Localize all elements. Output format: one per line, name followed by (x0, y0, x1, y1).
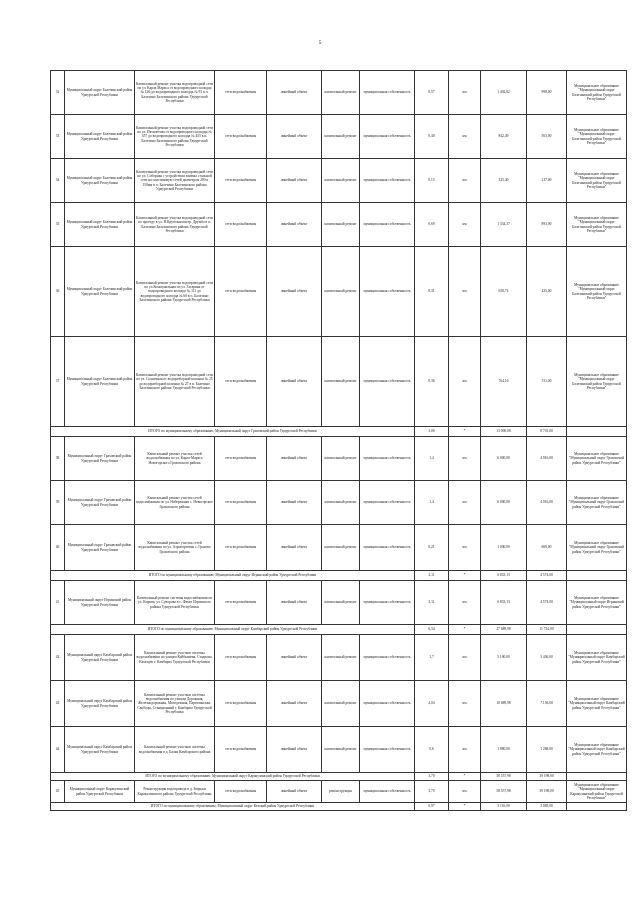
funding-cell: 4 016,00 (527, 437, 567, 481)
row-number: 35 (51, 203, 65, 247)
table-row (51, 581, 627, 625)
table-row (51, 71, 627, 115)
total-label: ИТОГО по муниципальному образованию: Муниципальный округ Каракулинский район Удмуртской Республики (51, 773, 415, 781)
ownership-cell: муниципальная собственность (360, 337, 415, 427)
total-unit: * (449, 625, 481, 635)
length-cell: 0,15 (415, 159, 449, 203)
row-number: 45 (51, 781, 65, 803)
network-type-cell: сети водоснабжения (215, 337, 267, 427)
total-cost: 13 000,00 (481, 427, 527, 437)
unit-cell: км (449, 337, 481, 427)
unit-cell: км (449, 481, 481, 525)
unit-cell: км (449, 159, 481, 203)
object-type-cell: линейный объект (267, 203, 322, 247)
table-row (51, 437, 627, 481)
owner-cell: Муниципальное образование "Муниципальный округ Граховский район Удмуртской Республики" (567, 481, 627, 525)
ownership-cell: муниципальная собственность (360, 203, 415, 247)
table-row (51, 525, 627, 571)
total-length: 6,34 (415, 625, 449, 635)
table-row (51, 159, 627, 203)
funding-cell: 893,00 (527, 203, 567, 247)
municipality-cell: Муниципальный округ Камбарский район Удмуртской Республики (65, 635, 135, 681)
network-type-cell: сети водоснабжения (215, 481, 267, 525)
description-cell: Капитальный ремонт участков системы водоснабжения в д. Балаи Камбарского района (135, 727, 215, 773)
object-type-cell: линейный объект (267, 681, 322, 727)
cost-cell: 10 689,98 (481, 681, 527, 727)
cost-cell: 58 557,98 (481, 781, 527, 803)
work-type-cell: капитальный ремонт (322, 203, 360, 247)
network-type-cell: сети водоснабжения (215, 727, 267, 773)
total-cost: 27 689,98 (481, 625, 527, 635)
table-row (51, 115, 627, 159)
work-type-cell: капитальный ремонт (322, 727, 360, 773)
network-type-cell: сети водоснабжения (215, 635, 267, 681)
network-type-cell: сети водоснабжения (215, 71, 267, 115)
work-type-cell: капитальный ремонт (322, 159, 360, 203)
object-type-cell: линейный объект (267, 71, 322, 115)
ownership-cell: муниципальная собственность (360, 727, 415, 773)
table-row (51, 781, 627, 803)
object-type-cell: линейный объект (267, 525, 322, 571)
owner-cell: Муниципальное образование "Муниципальный округ Граховский район Удмуртской Республики" (567, 437, 627, 481)
length-cell: 4,04 (415, 681, 449, 727)
page-number: 5 (318, 40, 322, 46)
work-type-cell: капитальный ремонт (322, 581, 360, 625)
total-length: 3,70 (415, 773, 449, 781)
description-cell: Капитальный ремонт участка сетей водоснабжения по ул. Карла-Маркса Новогорского Граховского района (135, 437, 215, 481)
length-cell: 1,4 (415, 437, 449, 481)
unit-cell: км (449, 71, 481, 115)
owner-cell: Муниципальное образование "Муниципальный округ Камбарский район Удмуртской Республики" (567, 635, 627, 681)
ownership-cell: муниципальная собственность (360, 581, 415, 625)
total-cost: 58 557,98 (481, 773, 527, 781)
length-cell: 0,69 (415, 203, 449, 247)
owner-cell: Муниципальное образование "Муниципальный округ Балезинский район Удмуртской Республики" (567, 203, 627, 247)
work-type-cell: капитальный ремонт (322, 115, 360, 159)
length-cell: 0,31 (415, 247, 449, 337)
row-number: 40 (51, 525, 65, 571)
total-label: ИТОГО по муниципальному образованию: Муниципальный округ Камбарский район Удмуртской Республики (51, 625, 415, 635)
unit-cell: км (449, 437, 481, 481)
length-cell: 0,57 (415, 71, 449, 115)
total-funding: 2 085,00 (527, 803, 567, 811)
row-number: 34 (51, 159, 65, 203)
work-type-cell: капитальный ремонт (322, 71, 360, 115)
work-type-cell: капитальный ремонт (322, 635, 360, 681)
funding-cell: 4 574,00 (527, 581, 567, 625)
ownership-cell: муниципальная собственность (360, 635, 415, 681)
owner-cell: Муниципальное образование "Муниципальный округ Камбарский район Удмуртской Республики" (567, 681, 627, 727)
network-type-cell: сети водоснабжения (215, 247, 267, 337)
description-cell: Капитальный ремонт участка водопроводной сети по ул. Пятилетова от водопроводного колодца № 457 до водопроводного колодца № 455 в п. Балезино Балезинского района Удмуртской Республики (135, 115, 215, 159)
table-row (51, 681, 627, 727)
cost-cell: 1 000,00 (481, 525, 527, 571)
total-funding: 8 701,00 (527, 427, 567, 437)
funding-cell: 7 156,00 (527, 681, 567, 727)
description-cell: Капитальный ремонт участка водопроводной сети по ул. Солнечная от водоразборной колонки № 25 до водоразборной колонки № 27 в п. Балезино Балезинского района Удмуртской Республики (135, 337, 215, 427)
work-type-cell: капитальный ремонт (322, 481, 360, 525)
funding-cell: 998,00 (527, 71, 567, 115)
municipality-cell: Муниципальный округ Балезинский район Удмуртской Республики (65, 71, 135, 115)
cost-cell: 1 334,37 (481, 203, 527, 247)
empty-cell (567, 773, 627, 781)
municipality-cell: Муниципальный округ Камбарский район Удмуртской Республики (65, 681, 135, 727)
total-row (51, 803, 627, 811)
row-number: 44 (51, 727, 65, 773)
unit-cell: км (449, 681, 481, 727)
total-row (51, 427, 627, 437)
unit-cell: км (449, 727, 481, 773)
network-type-cell: сети водоснабжения (215, 203, 267, 247)
length-cell: 1,4 (415, 481, 449, 525)
municipality-cell: Муниципальный округ Балезинский район Удмуртской Республики (65, 247, 135, 337)
row-number: 37 (51, 337, 65, 427)
ownership-cell: муниципальная собственность (360, 781, 415, 803)
object-type-cell: линейный объект (267, 481, 322, 525)
owner-cell: Муниципальное образование "Муниципальный округ Каракулинский район Удмуртской Республики" (567, 781, 627, 803)
municipality-cell: Муниципальный округ Балезинский район Удмуртской Республики (65, 337, 135, 427)
description-cell: Капитальный ремонт участка водопроводной сети по ул. Карла Маркса от водопроводного колодца № 126 до водопроводного колодца № 93 в п. Балезино Балезинского района Удмуртской Республики (135, 71, 215, 115)
cost-cell: 842,49 (481, 115, 527, 159)
total-unit: * (449, 427, 481, 437)
table-row (51, 635, 627, 681)
unit-cell: км (449, 525, 481, 571)
unit-cell: км (449, 115, 481, 159)
empty-cell (567, 427, 627, 437)
row-number: 32 (51, 71, 65, 115)
investment-table (50, 70, 627, 811)
object-type-cell: линейный объект (267, 635, 322, 681)
unit-cell: км (449, 247, 481, 337)
owner-cell: Муниципальное образование "Муниципальный округ Балезинский район Удмуртской Республики" (567, 247, 627, 337)
municipality-cell: Муниципальный округ Балезинский район Удмуртской Республики (65, 203, 135, 247)
total-label: ИТОГО по муниципальному образованию: Муниципальный округ Игринский район Удмуртской Республики (51, 571, 415, 581)
cost-cell: 6 000,00 (481, 481, 527, 525)
length-cell: 1,7 (415, 635, 449, 681)
table-row (51, 337, 627, 427)
table-row (51, 247, 627, 337)
row-number: 38 (51, 437, 65, 481)
owner-cell: Муниципальное образование "Муниципальный округ Балезинский район Удмуртской Республики" (567, 337, 627, 427)
object-type-cell: линейный объект (267, 247, 322, 337)
total-funding: 39 198,00 (527, 773, 567, 781)
table-row (51, 727, 627, 773)
description-cell: Капитальный ремонт участка водопроводной сети по ул. Соборная с устройством замены стальной сети на пластиковую сетей диаметром 200 и 150мм в п. Балезино Балезинского района Удмуртской Республики (135, 159, 215, 203)
length-cell: 0,21 (415, 525, 449, 571)
network-type-cell: сети водоснабжения (215, 525, 267, 571)
object-type-cell: линейный объект (267, 115, 322, 159)
ownership-cell: муниципальная собственность (360, 115, 415, 159)
work-type-cell: капитальный ремонт (322, 437, 360, 481)
municipality-cell: Муниципальный округ Балезинский район Удмуртской Республики (65, 115, 135, 159)
ownership-cell: муниципальная собственность (360, 437, 415, 481)
network-type-cell: сети водоснабжения (215, 781, 267, 803)
municipality-cell: Муниципальный округ Граховский район Удмуртской Республики (65, 525, 135, 571)
municipality-cell: Муниципальный округ Граховский район Удмуртской Республики (65, 437, 135, 481)
description-cell: Реконструкция водопровода в д. Зверьки Каракулинского района Удмуртской Республики (135, 781, 215, 803)
cost-cell: 1 880,00 (481, 727, 527, 773)
municipality-cell: Муниципальный округ Граховский район Удмуртской Республики (65, 481, 135, 525)
cost-cell: 5 100,00 (481, 635, 527, 681)
total-length: 0,97 (415, 803, 449, 811)
cost-cell: 650,74 (481, 247, 527, 337)
work-type-cell: реконструкция (322, 781, 360, 803)
total-funding: 11 734,00 (527, 625, 567, 635)
funding-cell: 669,00 (527, 525, 567, 571)
object-type-cell: линейный объект (267, 781, 322, 803)
ownership-cell: муниципальная собственность (360, 525, 415, 571)
funding-cell: 435,00 (527, 247, 567, 337)
description-cell: Капитальный ремонт участка сетей водоснабжения по ул. Набережная с. Новогорское Граховского района (135, 481, 215, 525)
network-type-cell: сети водоснабжения (215, 581, 267, 625)
description-cell: Капитальный ремонт участков системы водоснабжения по улицам Куйбышева, Стадиона, Камскую г. Камбарка Удмуртской Республики (135, 635, 215, 681)
row-number: 36 (51, 247, 65, 337)
description-cell: Капитальный ремонт участка водопроводной сети по ул.Коммунальная по ул. Гагарина от водопроводного колодца № 111 до водопроводного колодца № 60 в п. Балезино Балезинского района Удмуртской Республики (135, 247, 215, 337)
total-unit: * (449, 773, 481, 781)
work-type-cell: капитальный ремонт (322, 337, 360, 427)
description-cell: Капитальный ремонт системы водоснабжения по ул. Кирова, ул. Суворова в с. Факел Игринского района Удмуртской Республики (135, 581, 215, 625)
owner-cell: Муниципальное образование "Муниципальный округ Балезинский район Удмуртской Республики" (567, 115, 627, 159)
owner-cell: Муниципальное образование "Муниципальный округ Игринский район Удмуртской Республики" (567, 581, 627, 625)
length-cell: 3,70 (415, 781, 449, 803)
empty-cell (567, 803, 627, 811)
table-row (51, 481, 627, 525)
owner-cell: Муниципальное образование "Муниципальный округ Камбарский район Удмуртской Республики" (567, 727, 627, 773)
ownership-cell: муниципальная собственность (360, 481, 415, 525)
unit-cell: км (449, 635, 481, 681)
object-type-cell: линейный объект (267, 159, 322, 203)
cost-cell: 764,16 (481, 337, 527, 427)
funding-cell: 511,00 (527, 337, 567, 427)
total-unit: * (449, 803, 481, 811)
funding-cell: 217,00 (527, 159, 567, 203)
cost-cell: 6 833,13 (481, 581, 527, 625)
row-number: 39 (51, 481, 65, 525)
owner-cell: Муниципальное образование "Муниципальный округ Балезинский район Удмуртской Республики" (567, 71, 627, 115)
funding-cell: 1 268,00 (527, 727, 567, 773)
object-type-cell: линейный объект (267, 581, 322, 625)
municipality-cell: Муниципальный округ Камбарский район Удмуртской Республики (65, 727, 135, 773)
total-row (51, 571, 627, 581)
row-number: 43 (51, 681, 65, 727)
municipality-cell: Муниципальный округ Балезинский район Удмуртской Республики (65, 159, 135, 203)
total-length: 3,00 (415, 427, 449, 437)
cost-cell: 1 492,82 (481, 71, 527, 115)
row-number: 41 (51, 581, 65, 625)
total-label: ИТОГО по муниципальному образованию: Муниципальный округ Граховский район Удмуртской Республики (51, 427, 415, 437)
total-row (51, 773, 627, 781)
object-type-cell: линейный объект (267, 337, 322, 427)
object-type-cell: линейный объект (267, 727, 322, 773)
ownership-cell: муниципальная собственность (360, 71, 415, 115)
empty-cell (567, 571, 627, 581)
ownership-cell: муниципальная собственность (360, 681, 415, 727)
ownership-cell: муниципальная собственность (360, 247, 415, 337)
length-cell: 0,36 (415, 337, 449, 427)
total-cost: 3 116,00 (481, 803, 527, 811)
network-type-cell: сети водоснабжения (215, 437, 267, 481)
municipality-cell: Муниципальный округ Игринский район Удмуртской Республики (65, 581, 135, 625)
municipality-cell: Муниципальный округ Каракулинский район Удмуртской Республики (65, 781, 135, 803)
unit-cell: км (449, 781, 481, 803)
total-unit: * (449, 571, 481, 581)
owner-cell: Муниципальное образование "Муниципальный округ Граховский район Удмуртской Республики" (567, 525, 627, 571)
description-cell: Капитальный ремонт участка водопроводной сети по проезду в ул. Н.Крупская пятер. Дружба в п. Балезино Балезинского района Удмуртской Республики (135, 203, 215, 247)
ownership-cell: муниципальная собственность (360, 159, 415, 203)
network-type-cell: сети водоснабжения (215, 159, 267, 203)
empty-cell (567, 625, 627, 635)
funding-cell: 563,00 (527, 115, 567, 159)
description-cell: Капитальный ремонт участков системы водоснабжения по улицам Дорожная, Железнодорожная, Молодежная, Партизанская, Свободы, Станционный г. Камбарка Удмуртской Республики (135, 681, 215, 727)
total-row (51, 625, 627, 635)
network-type-cell: сети водоснабжения (215, 681, 267, 727)
network-type-cell: сети водоснабжения (215, 115, 267, 159)
total-label: ИТОГО по муниципальному образованию: Муниципальный округ Кезский район Удмуртской Республики (51, 803, 415, 811)
unit-cell: км (449, 203, 481, 247)
funding-cell: 4 016,00 (527, 481, 567, 525)
funding-cell: 3 436,00 (527, 635, 567, 681)
length-cell: 2,11 (415, 581, 449, 625)
cost-cell: 6 000,00 (481, 437, 527, 481)
cost-cell: 325,40 (481, 159, 527, 203)
description-cell: Капитальный ремонт участка сетей водоснабжения по ул. Аэропортовая с. Грахово Граховского района (135, 525, 215, 571)
object-type-cell: линейный объект (267, 437, 322, 481)
work-type-cell: капитальный ремонт (322, 247, 360, 337)
row-number: 33 (51, 115, 65, 159)
row-number: 42 (51, 635, 65, 681)
funding-cell: 39 198,00 (527, 781, 567, 803)
total-length: 2,11 (415, 571, 449, 581)
total-funding: 4 574,00 (527, 571, 567, 581)
unit-cell: км (449, 581, 481, 625)
table-row (51, 203, 627, 247)
length-cell: 0,6 (415, 727, 449, 773)
total-cost: 6 833,13 (481, 571, 527, 581)
work-type-cell: капитальный ремонт (322, 681, 360, 727)
owner-cell: Муниципальное образование "Муниципальный округ Балезинский район Удмуртской Республики" (567, 159, 627, 203)
work-type-cell: капитальный ремонт (322, 525, 360, 571)
length-cell: 0,40 (415, 115, 449, 159)
